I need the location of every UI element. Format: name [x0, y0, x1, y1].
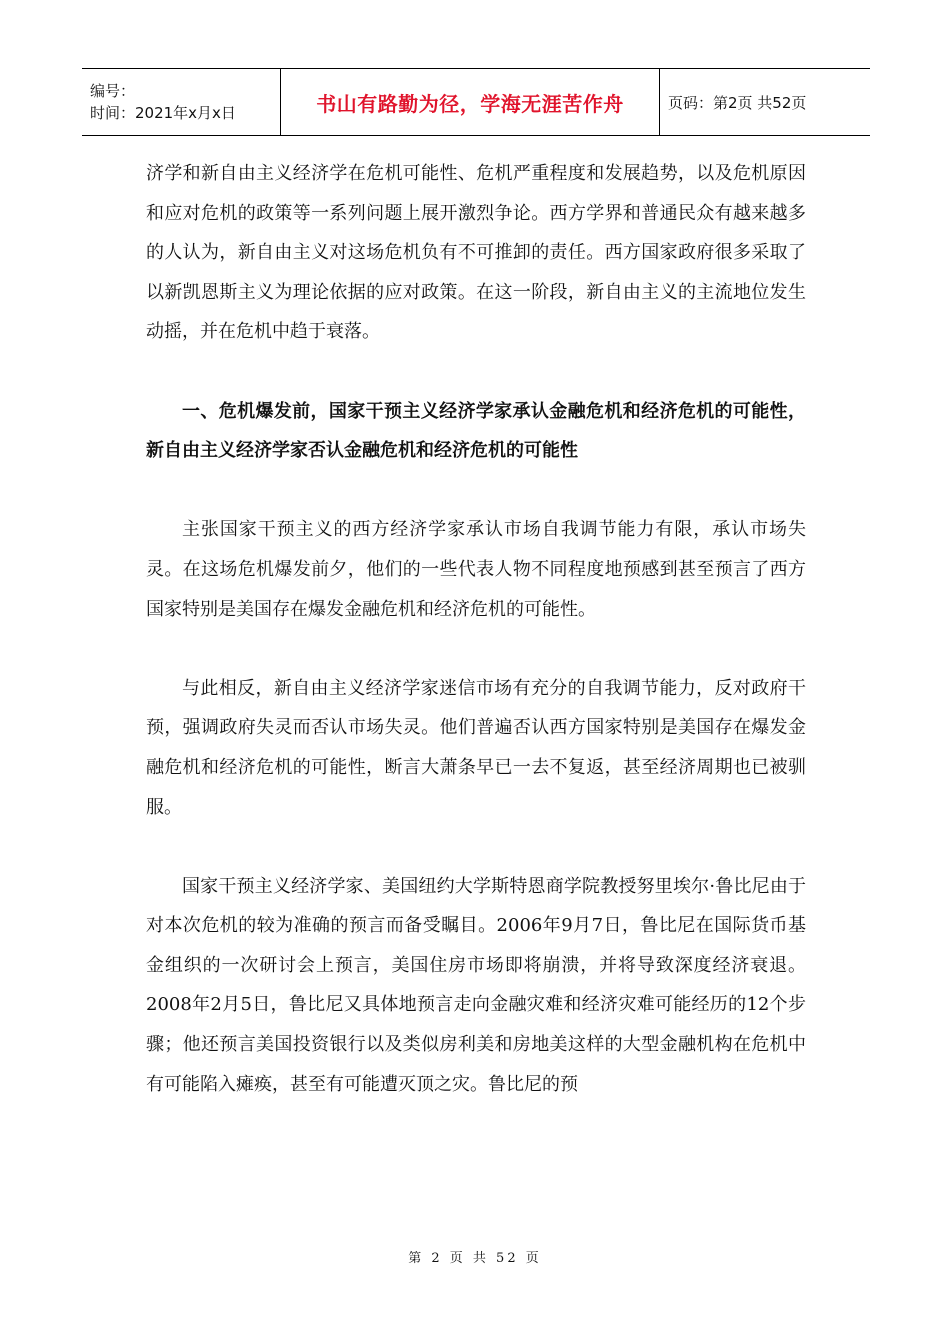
page-footer: 第 2 页 共 52 页: [408, 1251, 542, 1266]
header-info-cell: [82, 69, 281, 135]
paragraph-gap: [146, 827, 806, 867]
paragraph-gap: [146, 352, 806, 392]
header-page-number: 页码：第2页 共52页: [668, 93, 807, 112]
page-header: [82, 68, 870, 136]
body-paragraph: 与此相反，新自由主义经济学家迷信市场有充分的自我调节能力，反对政府干预，强调政府失灵而否认市场失灵。他们普遍否认西方国家特别是美国存在爆发金融危机和经济危机的可能性，断言大萧条早已一去不复返，甚至经济周期也已被驯服。: [146, 677, 806, 818]
header-motto-cell: [281, 69, 660, 135]
header-page-cell: [660, 69, 870, 135]
section-heading: 一、危机爆发前，国家干预主义经济学家承认金融危机和经济危机的可能性，新自由主义经济学家否认金融危机和经济危机的可能性: [146, 400, 806, 462]
document-body: [146, 154, 806, 1104]
document-number-label: 编号：: [90, 82, 136, 100]
body-paragraph: 主张国家干预主义的西方经济学家承认市场自我调节能力有限，承认市场失灵。在这场危机爆发前夕，他们的一些代表人物不同程度地预感到甚至预言了西方国家特别是美国存在爆发金融危机和经济危机的可能性。: [146, 519, 806, 620]
header-motto: 书山有路勤为径，学海无涯苦作舟: [316, 91, 624, 116]
paragraph-gap: [146, 471, 806, 511]
body-paragraph: 国家干预主义经济学家、美国纽约大学斯特恩商学院教授努里埃尔·鲁比尼由于对本次危机的较为准确的预言而备受瞩目。2006年9月7日，鲁比尼在国际货币基金组织的一次研讨会上预言，美国住房市场即将崩溃，并将导致深度经济衰退。2008年2月5日，鲁比尼又具体地预言走向金融灾难和经济灾难可能经历的12个步骤；他还预言美国投资银行以及类似房利美和房地美这样的大型金融机构在危机中有可能陷入瘫痪，甚至有可能遭灭顶之灾。鲁比尼的预: [146, 875, 806, 1095]
body-paragraph-continuation: 济学和新自由主义经济学在危机可能性、危机严重程度和发展趋势，以及危机原因和应对危机的政策等一系列问题上展开激烈争论。西方学界和普通民众有越来越多的人认为，新自由主义对这场危机负有不可推卸的责任。西方国家政府很多采取了以新凯恩斯主义为理论依据的应对政策。在这一阶段，新自由主义的主流地位发生动摇，并在危机中趋于衰落。: [146, 163, 806, 343]
document-time-label: 时间：2021年x月x日: [90, 104, 236, 122]
paragraph-gap: [146, 629, 806, 669]
